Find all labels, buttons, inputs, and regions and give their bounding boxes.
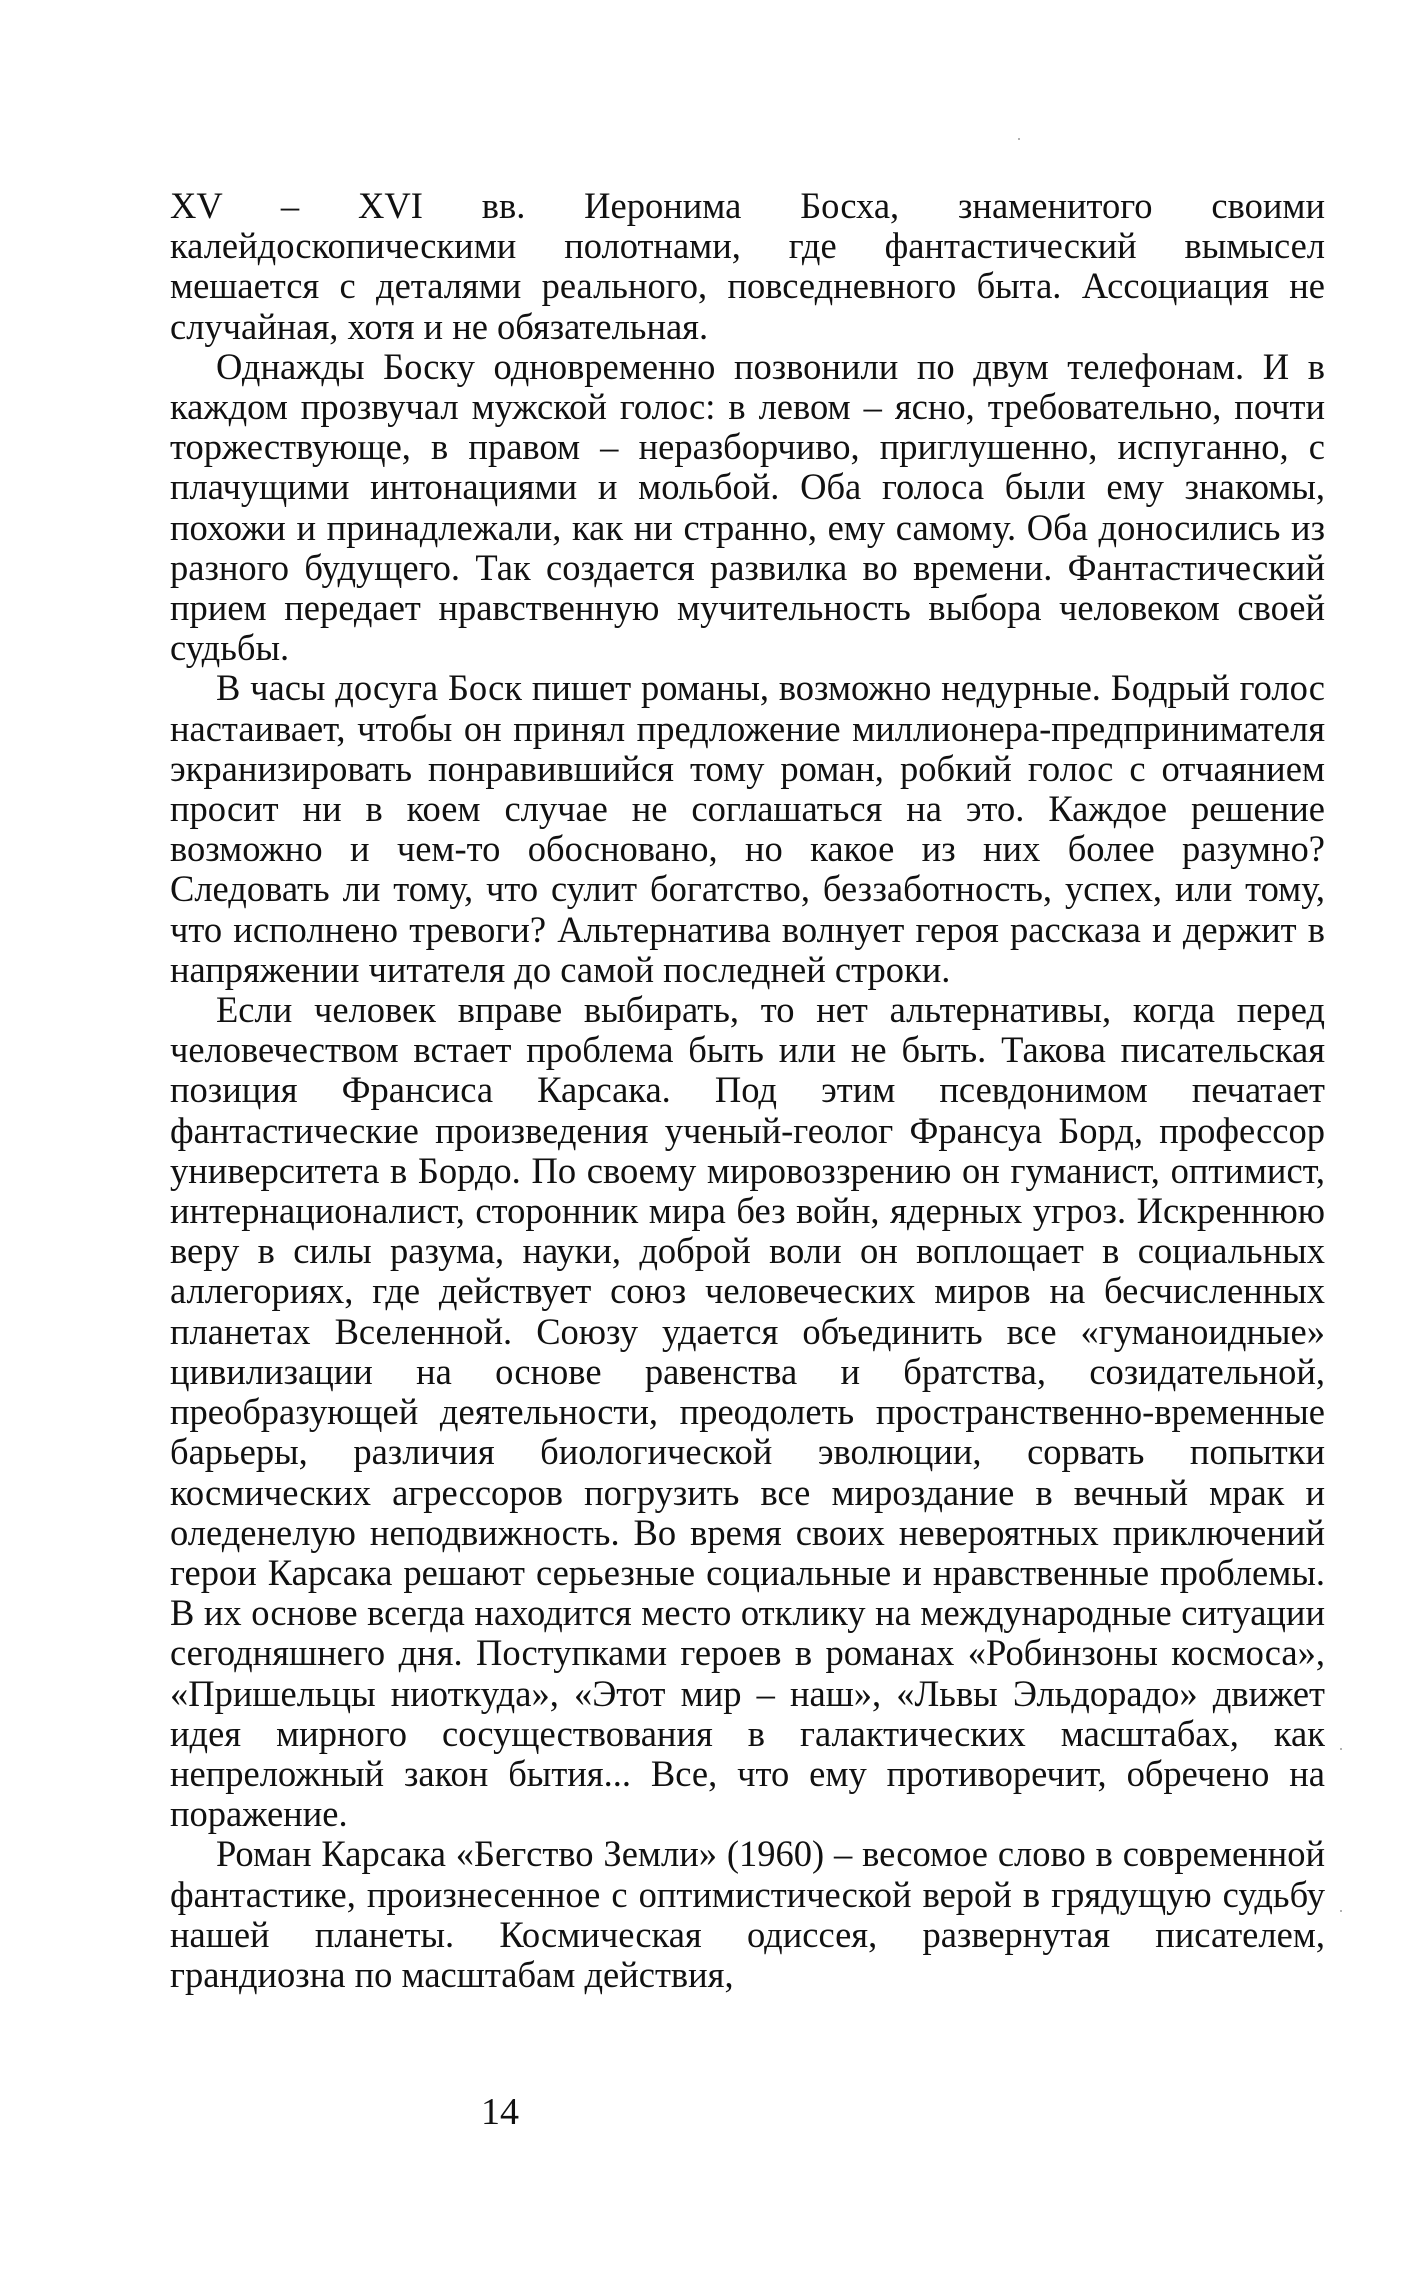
paragraph-4: Если человек вправе выбирать, то нет альтернативы, когда перед человечеством встает проблема быть или не быть. Такова писательская позиция Франсиса Карсака. Под этим псевдонимом печатает фантастические произведения ученый-геолог Франсуа Борд, профессор университета в Бордо. По своему мировоззрению он гуманист, оптимист, интернационалист, сторонник мира без войн, ядерных угроз. Искреннюю веру в силы разума, науки, доброй воли он воплощает в социальных аллегориях, где действует союз человеческих миров на бесчисленных планетах Вселенной. Союзу удается объединить все «гуманоидные» цивилизации на основе равенства и братства, созидательной, преобразующей деятельности, преодолеть пространственно-временные барьеры, различия биологической эволюции, сорвать попытки космических агрессоров погрузить все мироздание в вечный мрак и оледенелую неподвижность. Во время своих невероятных приключений герои Карсака решают серьезные социальные и нравственные проблемы. В их основе всегда находится место отклику на международные ситуации сегодняшнего дня. Поступками героев в романах «Робинзоны космоса», «Пришельцы ниоткуда», «Этот мир – наш», «Львы Эльдорадо» движет идея мирного сосуществования в галактических масштабах, как непреложный закон бытия... Все, что ему противоречит, обречено на поражение. — [170, 989, 1325, 1835]
page-number: 14 — [481, 2091, 519, 2133]
paragraph-3: В часы досуга Боск пишет романы, возможно недурные. Бодрый голос настаивает, чтобы он принял предложение миллионера-предпринимателя экранизировать понравившийся тому роман, робкий голос с отчаянием просит ни в коем случае не соглашаться на это. Каждое решение возможно и чем-то обосновано, но какое из них более разумно? Следовать ли тому, что сулит богатство, беззаботность, успех, или тому, что исполнено тревоги? Альтернатива волнует героя рассказа и держит в напряжении читателя до самой последней строки. — [170, 667, 1325, 990]
scan-speck — [1340, 1748, 1342, 1750]
paragraph-5: Роман Карсака «Бегство Земли» (1960) – весомое слово в современной фантастике, произнесенное с оптимистической верой в грядущую судьбу нашей планеты. Космическая одиссея, развернутая писателем, грандиозна по масштабам действия, — [170, 1833, 1325, 1995]
paragraph-2: Однажды Боску одновременно позвонили по двум телефонам. И в каждом прозвучал мужской голос: в левом – ясно, требовательно, почти торжествующе, в правом – неразборчиво, приглушенно, испуганно, с плачущими интонациями и мольбой. Оба голоса были ему знакомы, похожи и принадлежали, как ни странно, ему самому. Оба доносились из разного будущего. Так создается развилка во времени. Фантастический прием передает нравственную мучительность выбора человеком своей судьбы. — [170, 345, 1325, 669]
body-text — [170, 186, 1325, 1995]
scan-speck — [1018, 138, 1020, 140]
scan-speck — [1340, 1910, 1342, 1912]
paragraph-1: XV – XVI вв. Иеронима Босха, знаменитого своими калейдоскопическими полотнами, где фантастический вымысел мешается с деталями реального, повседневного быта. Ассоциация не случайная, хотя и не обязательная. — [170, 185, 1325, 347]
